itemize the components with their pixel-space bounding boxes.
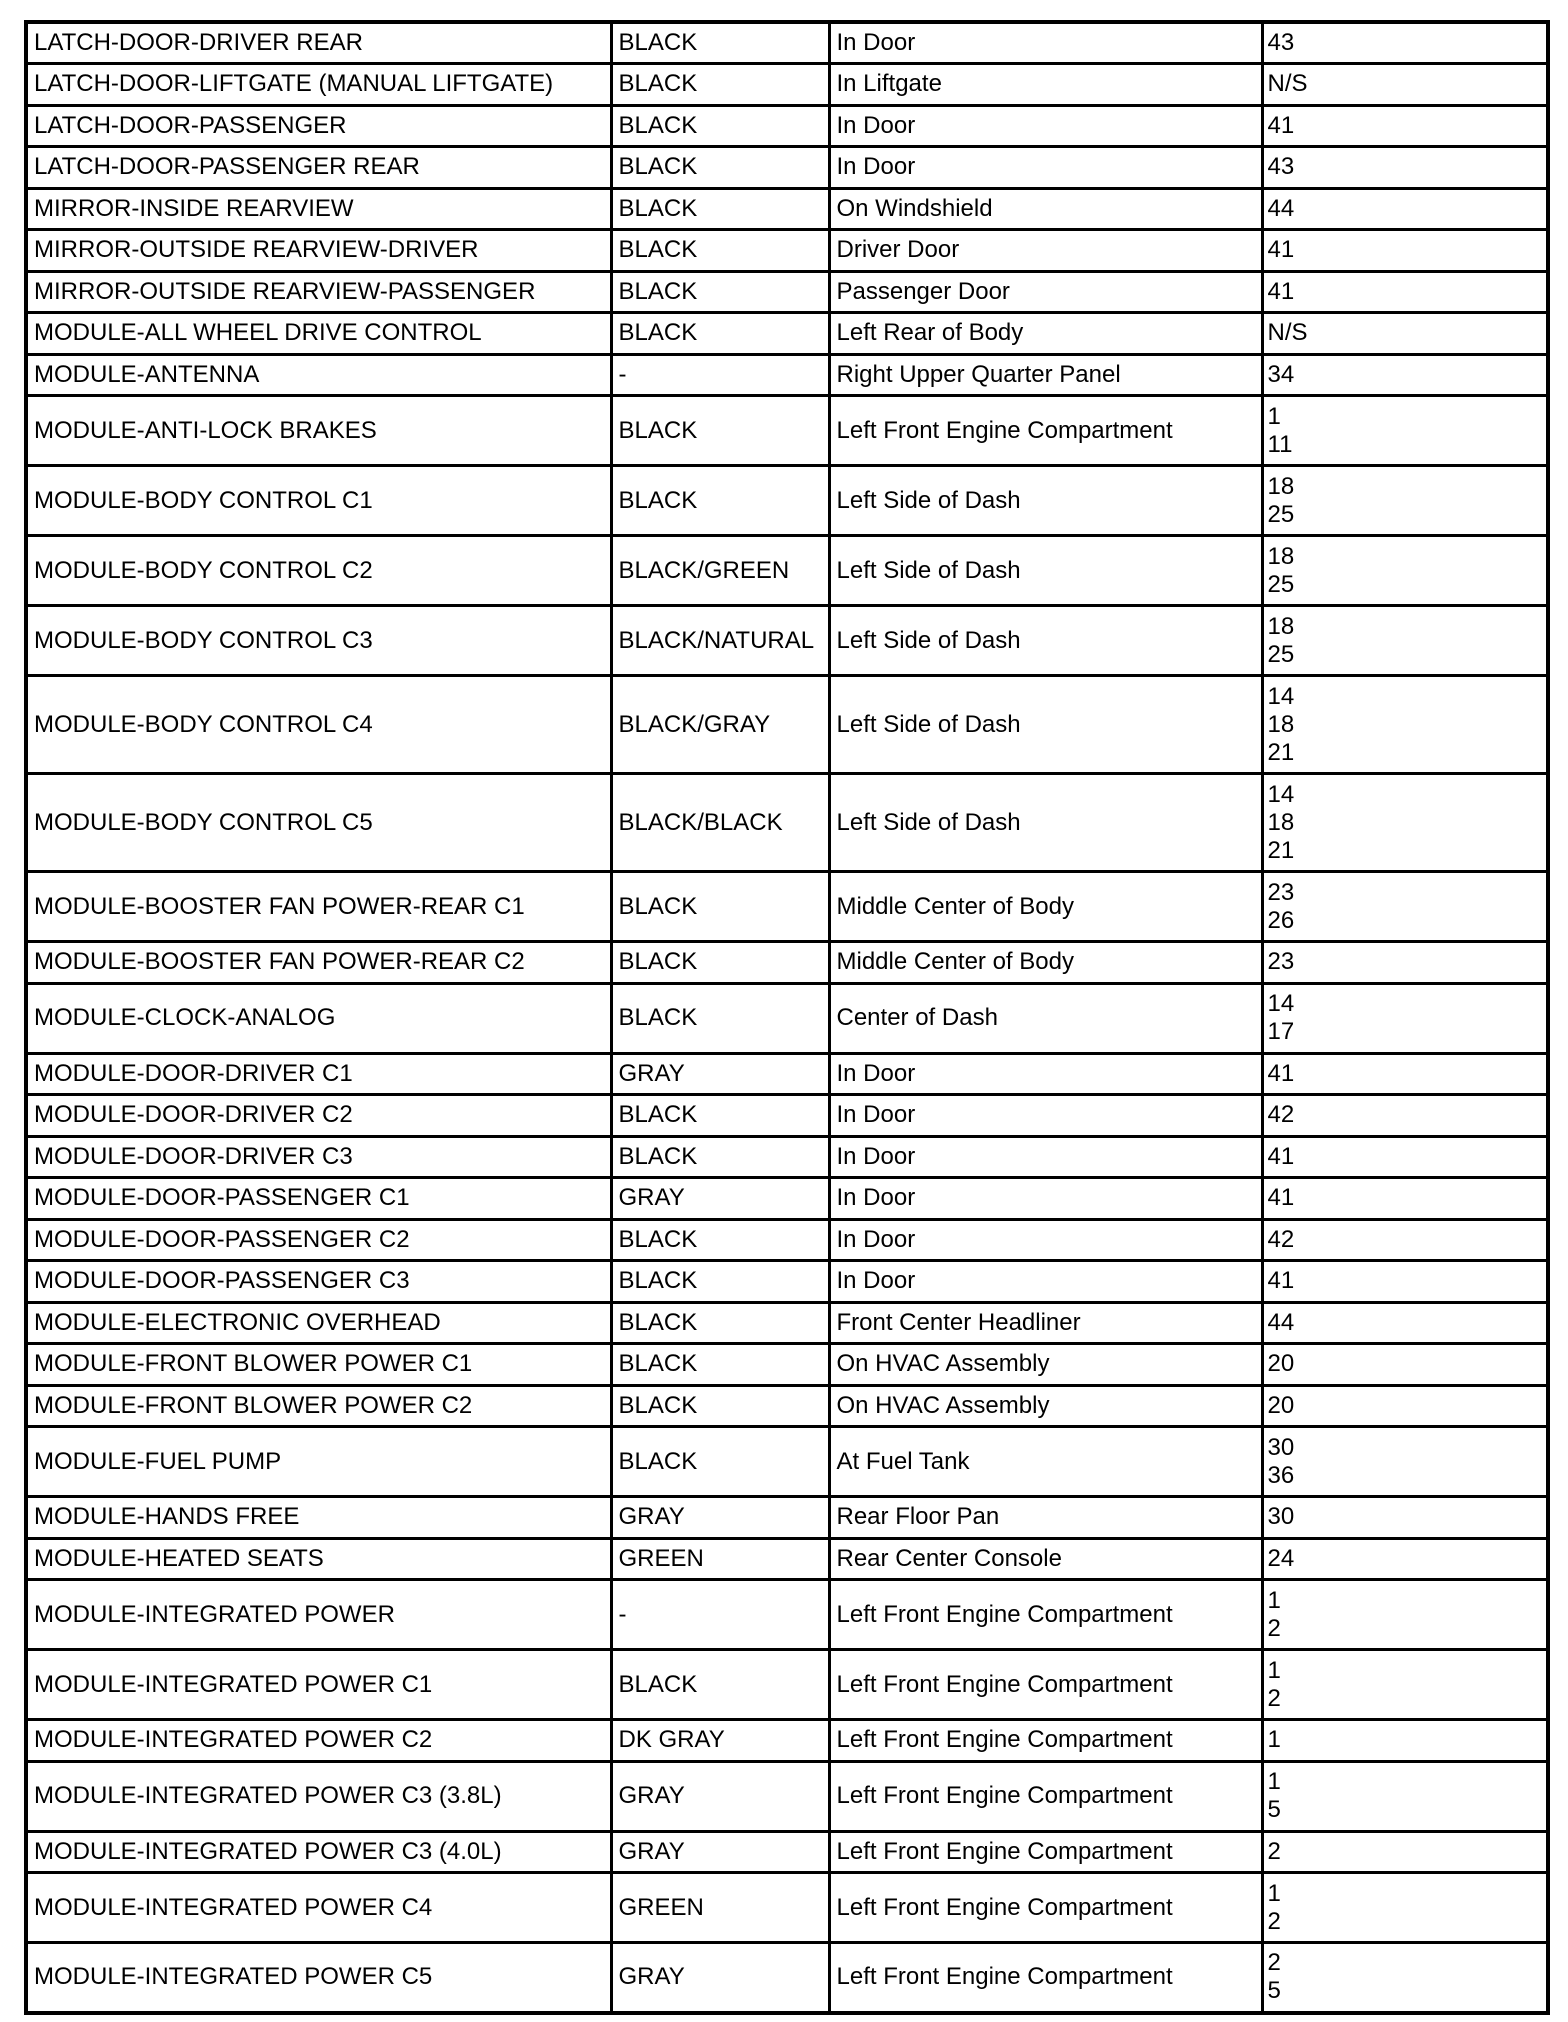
- table-row: [26, 1873, 1548, 1943]
- connector-name-cell: MODULE-DOOR-PASSENGER C3: [26, 1261, 611, 1303]
- connector-name-cell: MODULE-BOOSTER FAN POWER-REAR C1: [26, 872, 611, 942]
- connector-name-cell: LATCH-DOOR-LIFTGATE (MANUAL LIFTGATE): [26, 64, 611, 106]
- figure-numbers-cell: [1262, 1136, 1548, 1178]
- figure-numbers-cell: [1262, 354, 1548, 396]
- figure-number: 41: [1267, 1059, 1295, 1087]
- connector-color-cell: BLACK: [611, 64, 829, 106]
- connector-color-cell: BLACK: [611, 1385, 829, 1427]
- figure-numbers-cell: [1262, 105, 1548, 147]
- figure-numbers-cell: [1262, 271, 1548, 313]
- connector-name-cell: MODULE-BODY CONTROL C3: [26, 606, 611, 676]
- connector-color-cell: BLACK: [611, 1261, 829, 1303]
- table-row: [26, 230, 1548, 272]
- connector-name-cell: MODULE-INTEGRATED POWER C1: [26, 1650, 611, 1720]
- connector-color-cell: GREEN: [611, 1873, 829, 1943]
- figure-number: 41: [1267, 277, 1295, 305]
- connector-color-cell: GRAY: [611, 1761, 829, 1831]
- connector-location-cell: In Door: [829, 105, 1262, 147]
- figure-number: 42: [1267, 1225, 1295, 1253]
- connector-location-cell: Driver Door: [829, 230, 1262, 272]
- connector-location-cell: Left Front Engine Compartment: [829, 1943, 1262, 2013]
- connector-color-cell: BLACK: [611, 1136, 829, 1178]
- connector-location-cell: Right Upper Quarter Panel: [829, 354, 1262, 396]
- figure-number: 14: [1267, 682, 1295, 710]
- connector-color-cell: BLACK: [611, 396, 829, 466]
- connector-color-cell: BLACK: [611, 313, 829, 355]
- figure-number: 5: [1267, 1796, 1281, 1823]
- figure-number: 1: [1267, 1656, 1281, 1684]
- connector-color-cell: BLACK: [611, 1302, 829, 1344]
- table-row: [26, 983, 1548, 1053]
- figure-number: 2: [1267, 1614, 1281, 1642]
- table-row: [26, 1385, 1548, 1427]
- figure-numbers-cell: [1262, 1053, 1548, 1095]
- figure-numbers-cell: [1262, 1344, 1548, 1386]
- figure-number: 14: [1267, 990, 1295, 1017]
- figure-number: 2: [1267, 1837, 1281, 1865]
- connector-location-cell: Left Front Engine Compartment: [829, 1720, 1262, 1762]
- table-row: [26, 22, 1548, 64]
- figure-number: 2: [1267, 1907, 1281, 1935]
- connector-color-cell: BLACK: [611, 230, 829, 272]
- figure-numbers-cell: [1262, 1385, 1548, 1427]
- connector-name-cell: MODULE-INTEGRATED POWER C3 (3.8L): [26, 1761, 611, 1831]
- connector-location-cell: Left Side of Dash: [829, 676, 1262, 774]
- connector-color-cell: BLACK: [611, 105, 829, 147]
- connector-location-cell: Left Front Engine Compartment: [829, 1831, 1262, 1873]
- connector-location-cell: In Door: [829, 1136, 1262, 1178]
- connector-color-cell: BLACK: [611, 147, 829, 189]
- table-row: [26, 1650, 1548, 1720]
- connector-location-cell: Left Side of Dash: [829, 774, 1262, 872]
- connector-location-cell: Rear Floor Pan: [829, 1497, 1262, 1539]
- connector-color-cell: BLACK: [611, 942, 829, 984]
- figure-number: 41: [1267, 111, 1295, 139]
- figure-number: N/S: [1267, 70, 1308, 98]
- figure-number: 25: [1267, 500, 1295, 528]
- connector-name-cell: MODULE-BODY CONTROL C2: [26, 536, 611, 606]
- figure-numbers-cell: [1262, 466, 1548, 536]
- connector-location-cell: Left Side of Dash: [829, 536, 1262, 606]
- connector-location-cell: On HVAC Assembly: [829, 1344, 1262, 1386]
- connector-name-cell: MODULE-DOOR-DRIVER C1: [26, 1053, 611, 1095]
- connector-location-cell: Left Front Engine Compartment: [829, 1650, 1262, 1720]
- figure-number: 41: [1267, 1142, 1295, 1170]
- figure-numbers-cell: [1262, 872, 1548, 942]
- table-row: [26, 1761, 1548, 1831]
- connector-location-cell: Center of Dash: [829, 983, 1262, 1053]
- table-row: [26, 271, 1548, 313]
- figure-numbers-cell: [1262, 1302, 1548, 1344]
- connector-location-cell: At Fuel Tank: [829, 1427, 1262, 1497]
- connector-location-cell: On HVAC Assembly: [829, 1385, 1262, 1427]
- figure-numbers-cell: [1262, 1178, 1548, 1220]
- table-body: [26, 22, 1548, 2013]
- figure-numbers-cell: [1262, 942, 1548, 984]
- figure-number: 11: [1267, 430, 1293, 458]
- figure-number: 20: [1267, 1350, 1295, 1378]
- table-row: [26, 1943, 1548, 2013]
- figure-number: 25: [1267, 640, 1295, 668]
- connector-name-cell: MODULE-INTEGRATED POWER: [26, 1580, 611, 1650]
- figure-numbers-cell: [1262, 1219, 1548, 1261]
- figure-number: 17: [1267, 1018, 1295, 1045]
- connector-location-cell: Left Side of Dash: [829, 606, 1262, 676]
- connector-name-cell: MODULE-FUEL PUMP: [26, 1427, 611, 1497]
- table-row: [26, 466, 1548, 536]
- figure-number: 41: [1267, 1267, 1295, 1295]
- figure-numbers-cell: [1262, 1650, 1548, 1720]
- table-row: [26, 774, 1548, 872]
- connector-color-cell: BLACK/GRAY: [611, 676, 829, 774]
- connector-name-cell: MODULE-INTEGRATED POWER C5: [26, 1943, 611, 2013]
- figure-number: 36: [1267, 1461, 1295, 1489]
- figure-number: 18: [1267, 808, 1295, 836]
- connector-location-cell: Left Front Engine Compartment: [829, 1761, 1262, 1831]
- figure-number: 42: [1267, 1101, 1295, 1129]
- connector-location-cell: On Windshield: [829, 188, 1262, 230]
- figure-number: 1: [1267, 1726, 1281, 1754]
- connector-location-cell: Front Center Headliner: [829, 1302, 1262, 1344]
- connector-location-cell: Left Front Engine Compartment: [829, 396, 1262, 466]
- connector-name-cell: MODULE-BODY CONTROL C1: [26, 466, 611, 536]
- figure-numbers-cell: [1262, 536, 1548, 606]
- figure-number: 2: [1267, 1949, 1281, 1977]
- connector-name-cell: LATCH-DOOR-DRIVER REAR: [26, 22, 611, 64]
- figure-numbers-cell: [1262, 1580, 1548, 1650]
- table-row: [26, 1261, 1548, 1303]
- table-row: [26, 1344, 1548, 1386]
- figure-number: 23: [1267, 878, 1295, 906]
- figure-number: 2: [1267, 1684, 1281, 1712]
- figure-numbers-cell: [1262, 1720, 1548, 1762]
- table-row: [26, 1136, 1548, 1178]
- connector-name-cell: MODULE-INTEGRATED POWER C2: [26, 1720, 611, 1762]
- connector-location-cell: Rear Center Console: [829, 1538, 1262, 1580]
- figure-number: 5: [1267, 1977, 1281, 2005]
- figure-number: 44: [1267, 194, 1295, 222]
- connector-name-cell: MIRROR-OUTSIDE REARVIEW-PASSENGER: [26, 271, 611, 313]
- figure-number: 1: [1267, 1768, 1281, 1795]
- connector-location-cell: In Door: [829, 147, 1262, 189]
- figure-number: 30: [1267, 1503, 1295, 1531]
- figure-numbers-cell: [1262, 22, 1548, 64]
- table-row: [26, 1053, 1548, 1095]
- connector-location-cell: Left Rear of Body: [829, 313, 1262, 355]
- figure-number: 26: [1267, 906, 1295, 934]
- figure-number: 14: [1267, 780, 1295, 808]
- table-row: [26, 1831, 1548, 1873]
- figure-number: 1: [1267, 402, 1281, 430]
- figure-numbers-cell: [1262, 1497, 1548, 1539]
- table-row: [26, 606, 1548, 676]
- connector-name-cell: MODULE-DOOR-DRIVER C2: [26, 1095, 611, 1137]
- connector-location-cell: Passenger Door: [829, 271, 1262, 313]
- connector-color-cell: BLACK: [611, 1219, 829, 1261]
- table-row: [26, 676, 1548, 774]
- table-row: [26, 872, 1548, 942]
- table-row: [26, 188, 1548, 230]
- connector-name-cell: MIRROR-INSIDE REARVIEW: [26, 188, 611, 230]
- connector-color-cell: BLACK/NATURAL: [611, 606, 829, 676]
- table-row: [26, 1219, 1548, 1261]
- connector-color-cell: GRAY: [611, 1497, 829, 1539]
- table-row: [26, 1302, 1548, 1344]
- connector-color-cell: GRAY: [611, 1053, 829, 1095]
- table-row: [26, 1538, 1548, 1580]
- connector-color-cell: GRAY: [611, 1943, 829, 2013]
- connector-location-cell: In Door: [829, 1261, 1262, 1303]
- connector-color-cell: BLACK: [611, 271, 829, 313]
- figure-number: 18: [1267, 710, 1295, 738]
- connector-location-cell: Middle Center of Body: [829, 942, 1262, 984]
- connector-location-cell: Middle Center of Body: [829, 872, 1262, 942]
- table-row: [26, 1427, 1548, 1497]
- figure-number: 20: [1267, 1391, 1295, 1419]
- figure-numbers-cell: [1262, 1095, 1548, 1137]
- connector-color-cell: BLACK: [611, 188, 829, 230]
- table-row: [26, 396, 1548, 466]
- connector-name-cell: MODULE-ANTENNA: [26, 354, 611, 396]
- connector-color-cell: GREEN: [611, 1538, 829, 1580]
- figure-number: 34: [1267, 360, 1295, 388]
- connector-name-cell: MODULE-INTEGRATED POWER C3 (4.0L): [26, 1831, 611, 1873]
- figure-numbers-cell: [1262, 1538, 1548, 1580]
- figure-number: 41: [1267, 236, 1295, 264]
- connector-location-cell: In Door: [829, 22, 1262, 64]
- connector-name-cell: MODULE-INTEGRATED POWER C4: [26, 1873, 611, 1943]
- connector-name-cell: MODULE-BODY CONTROL C5: [26, 774, 611, 872]
- figure-numbers-cell: [1262, 313, 1548, 355]
- figure-numbers-cell: [1262, 1261, 1548, 1303]
- connector-location-cell: Left Front Engine Compartment: [829, 1580, 1262, 1650]
- connector-color-cell: BLACK: [611, 1344, 829, 1386]
- figure-number: 43: [1267, 153, 1295, 181]
- connector-color-cell: -: [611, 1580, 829, 1650]
- connector-color-cell: BLACK/BLACK: [611, 774, 829, 872]
- figure-numbers-cell: [1262, 396, 1548, 466]
- connector-color-cell: BLACK: [611, 1095, 829, 1137]
- connector-name-cell: MODULE-ANTI-LOCK BRAKES: [26, 396, 611, 466]
- connector-color-cell: -: [611, 354, 829, 396]
- figure-numbers-cell: [1262, 64, 1548, 106]
- connector-name-cell: LATCH-DOOR-PASSENGER REAR: [26, 147, 611, 189]
- table-row: [26, 105, 1548, 147]
- table-row: [26, 536, 1548, 606]
- connector-color-cell: BLACK: [611, 1650, 829, 1720]
- figure-number: 41: [1267, 1184, 1295, 1212]
- connector-color-cell: GRAY: [611, 1178, 829, 1220]
- figure-number: 44: [1267, 1308, 1295, 1336]
- connector-location-cell: In Door: [829, 1178, 1262, 1220]
- connector-name-cell: MODULE-FRONT BLOWER POWER C2: [26, 1385, 611, 1427]
- figure-number: 21: [1267, 738, 1295, 766]
- figure-number: 24: [1267, 1544, 1295, 1572]
- connector-color-cell: BLACK/GREEN: [611, 536, 829, 606]
- figure-numbers-cell: [1262, 1761, 1548, 1831]
- figure-number: 43: [1267, 29, 1295, 56]
- connector-name-cell: MODULE-BODY CONTROL C4: [26, 676, 611, 774]
- figure-number: 1: [1267, 1586, 1281, 1614]
- connector-color-cell: DK GRAY: [611, 1720, 829, 1762]
- figure-number: 23: [1267, 948, 1295, 976]
- connector-location-cell: Left Side of Dash: [829, 466, 1262, 536]
- figure-numbers-cell: [1262, 188, 1548, 230]
- connector-name-cell: MODULE-CLOCK-ANALOG: [26, 983, 611, 1053]
- figure-number: 30: [1267, 1433, 1295, 1461]
- connector-location-cell: In Door: [829, 1053, 1262, 1095]
- connector-location-cell: In Door: [829, 1095, 1262, 1137]
- connector-color-cell: BLACK: [611, 983, 829, 1053]
- connector-location-cell: In Door: [829, 1219, 1262, 1261]
- connector-location-table: [24, 20, 1550, 2015]
- figure-number: 21: [1267, 836, 1295, 864]
- connector-name-cell: MIRROR-OUTSIDE REARVIEW-DRIVER: [26, 230, 611, 272]
- figure-numbers-cell: [1262, 147, 1548, 189]
- connector-location-cell: Left Front Engine Compartment: [829, 1873, 1262, 1943]
- connector-color-cell: BLACK: [611, 872, 829, 942]
- table-row: [26, 64, 1548, 106]
- table-row: [26, 1720, 1548, 1762]
- figure-numbers-cell: [1262, 774, 1548, 872]
- table-row: [26, 147, 1548, 189]
- figure-numbers-cell: [1262, 1427, 1548, 1497]
- figure-numbers-cell: [1262, 1943, 1548, 2013]
- connector-color-cell: GRAY: [611, 1831, 829, 1873]
- figure-number: 18: [1267, 612, 1295, 640]
- table-row: [26, 1178, 1548, 1220]
- figure-numbers-cell: [1262, 1873, 1548, 1943]
- figure-numbers-cell: [1262, 1831, 1548, 1873]
- connector-name-cell: MODULE-HEATED SEATS: [26, 1538, 611, 1580]
- table-row: [26, 1497, 1548, 1539]
- figure-numbers-cell: [1262, 230, 1548, 272]
- figure-number: 1: [1267, 1879, 1281, 1907]
- figure-number: 25: [1267, 570, 1295, 598]
- connector-color-cell: BLACK: [611, 1427, 829, 1497]
- figure-number: 18: [1267, 472, 1295, 500]
- connector-name-cell: LATCH-DOOR-PASSENGER: [26, 105, 611, 147]
- connector-location-cell: In Liftgate: [829, 64, 1262, 106]
- figure-number: N/S: [1267, 319, 1308, 347]
- connector-color-cell: BLACK: [611, 22, 829, 64]
- table-row: [26, 313, 1548, 355]
- connector-name-cell: MODULE-HANDS FREE: [26, 1497, 611, 1539]
- connector-name-cell: MODULE-DOOR-DRIVER C3: [26, 1136, 611, 1178]
- table-row: [26, 1580, 1548, 1650]
- connector-name-cell: MODULE-ALL WHEEL DRIVE CONTROL: [26, 313, 611, 355]
- figure-numbers-cell: [1262, 983, 1548, 1053]
- connector-name-cell: MODULE-BOOSTER FAN POWER-REAR C2: [26, 942, 611, 984]
- figure-numbers-cell: [1262, 676, 1548, 774]
- figure-numbers-cell: [1262, 606, 1548, 676]
- connector-name-cell: MODULE-DOOR-PASSENGER C1: [26, 1178, 611, 1220]
- connector-name-cell: MODULE-FRONT BLOWER POWER C1: [26, 1344, 611, 1386]
- table-row: [26, 1095, 1548, 1137]
- table-row: [26, 942, 1548, 984]
- connector-name-cell: MODULE-ELECTRONIC OVERHEAD: [26, 1302, 611, 1344]
- table-row: [26, 354, 1548, 396]
- connector-name-cell: MODULE-DOOR-PASSENGER C2: [26, 1219, 611, 1261]
- figure-number: 18: [1267, 542, 1295, 570]
- connector-color-cell: BLACK: [611, 466, 829, 536]
